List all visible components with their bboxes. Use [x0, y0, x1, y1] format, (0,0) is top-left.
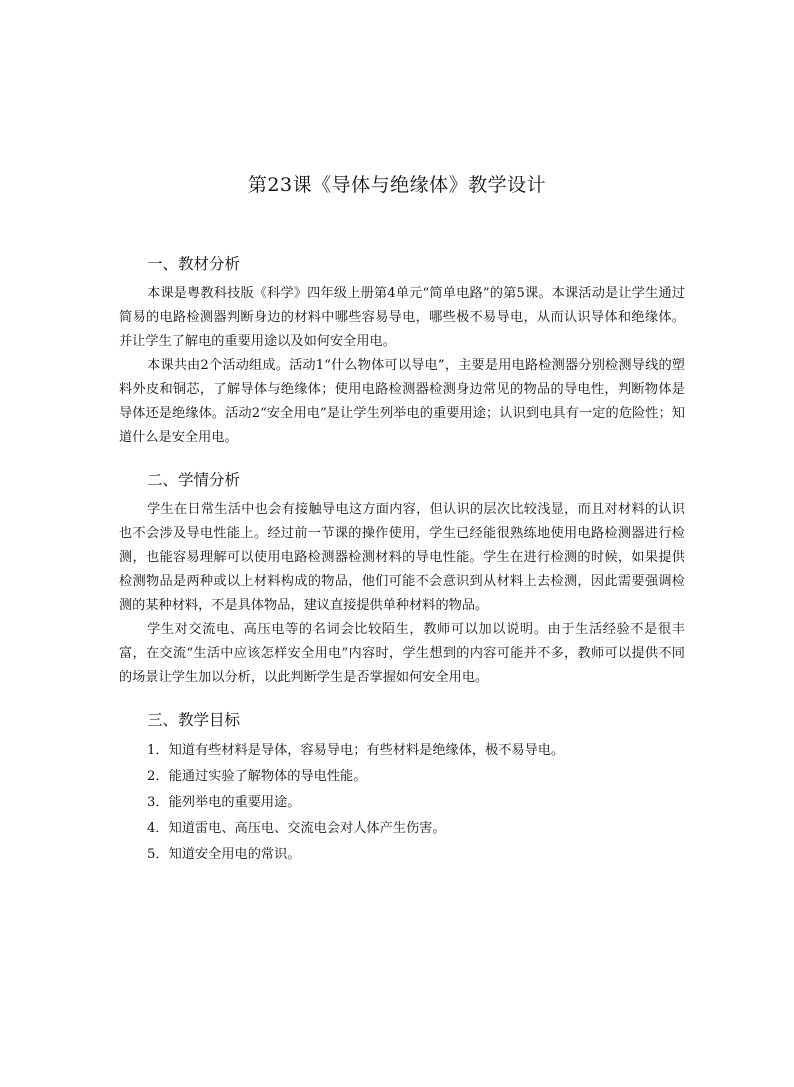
section-heading: 二、学情分析	[147, 471, 241, 489]
list-item: 4．知道雷电、高压电、交流电会对人体产生伤害。	[147, 821, 446, 836]
section-textbook-analysis	[119, 252, 685, 450]
list-item: 2．能通过实验了解物体的导电性能。	[147, 769, 367, 784]
section-student-analysis	[119, 468, 685, 690]
list-item: 3．能列举电的重要用途。	[147, 795, 301, 810]
section-teaching-goals	[119, 708, 685, 868]
paragraph: 本课是粤教科技版《科学》四年级上册第4单元“简单电路”的第5课。本课活动是让学生通过简易的电路检测器判断身边的材料中哪些容易导电，哪些极不易导电，从而认识导体和绝缘体。并让学生了解电的重要用途以及如何安全用电。	[119, 286, 685, 349]
section-heading: 一、教材分析	[147, 255, 241, 273]
document-body	[119, 252, 685, 868]
paragraph: 本课共由2个活动组成。活动1“什么物体可以导电”，主要是用电路检测器分别检测导线的塑料外皮和铜芯，了解导体与绝缘体；使用电路检测器检测身边常见的物品的导电性，判断物体是导体还是绝缘体。活动2“安全用电”是让学生列举电的重要用途；认识到电具有一定的危险性；知道什么是安全用电。	[119, 358, 685, 445]
section-heading: 三、教学目标	[147, 711, 241, 729]
list-item: 1．知道有些材料是导体，容易导电；有些材料是绝缘体，极不易导电。	[147, 743, 565, 758]
list-item: 5．知道安全用电的常识。	[147, 847, 301, 862]
paragraph: 学生对交流电、高压电等的名词会比较陌生，教师可以加以说明。由于生活经验不是很丰富，在交流“生活中应该怎样安全用电”内容时，学生想到的内容可能并不多，教师可以提供不同的场景让学生加以分析，以此判断学生是否掌握如何安全用电。	[119, 622, 685, 685]
document-title: 第23课《导体与绝缘体》教学设计	[247, 174, 547, 196]
paragraph: 学生在日常生活中也会有接触导电这方面内容，但认识的层次比较浅显，而且对材料的认识也不会涉及导电性能上。经过前一节课的操作使用，学生已经能很熟练地使用电路检测器进行检测，也能容易理解可以使用电路检测器检测材料的导电性能。学生在进行检测的时候，如果提供检测物品是两种或以上材料构成的物品，他们可能不会意识到从材料上去检测，因此需要强调检测的某种材料，不是具体物品，建议直接提供单种材料的物品。	[119, 502, 685, 613]
